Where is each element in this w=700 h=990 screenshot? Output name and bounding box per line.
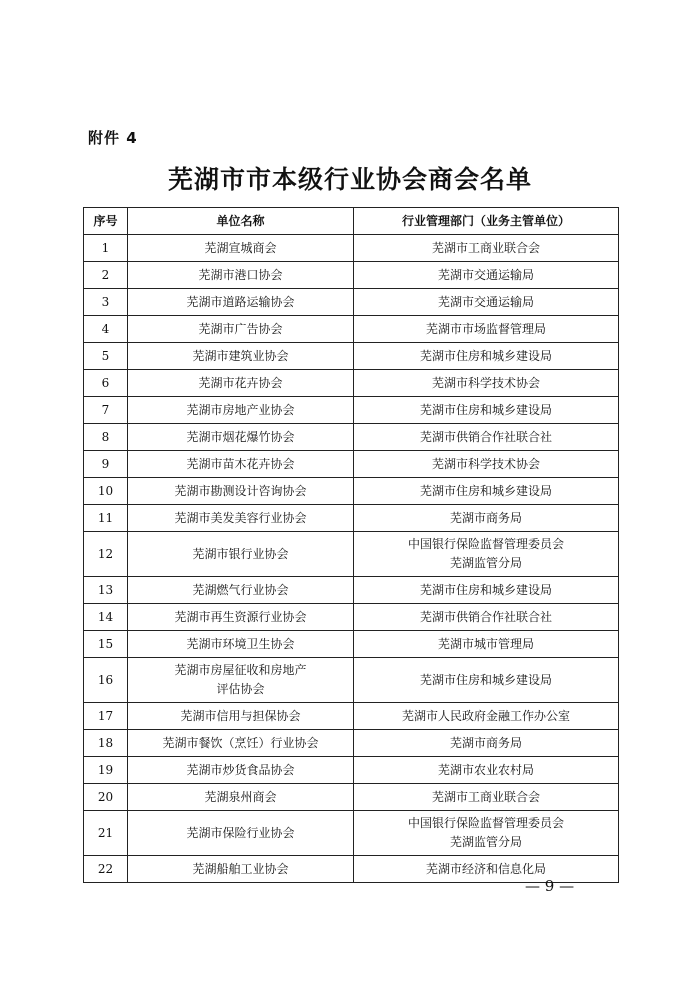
dept-name: 芜湖市交通运输局 xyxy=(437,267,534,282)
unit-name: 芜湖市美发美容行业协会 xyxy=(174,510,307,525)
unit-name: 芜湖船舶工业协会 xyxy=(192,861,289,876)
table-row xyxy=(84,631,619,658)
dept-cell xyxy=(354,730,619,757)
row-number: 22 xyxy=(84,856,128,883)
association-table xyxy=(83,207,619,883)
unit-name-cell xyxy=(128,604,354,631)
table-row xyxy=(84,478,619,505)
row-number: 21 xyxy=(84,811,128,856)
dept-name: 中国银行保险监督管理委员会 xyxy=(407,816,564,830)
dept-cell xyxy=(354,703,619,730)
table-row xyxy=(84,370,619,397)
unit-name-cell xyxy=(128,577,354,604)
header-dept: 行业管理部门（业务主管单位） xyxy=(354,208,619,235)
unit-name-cell xyxy=(128,631,354,658)
unit-name-cell xyxy=(128,811,354,856)
unit-name-cell xyxy=(128,784,354,811)
unit-name: 芜湖市保险行业协会 xyxy=(186,825,295,840)
dept-name-line2: 芜湖监管分局 xyxy=(449,556,522,570)
table-row xyxy=(84,757,619,784)
unit-name: 芜湖市房地产业协会 xyxy=(186,402,295,417)
table-row xyxy=(84,811,619,856)
unit-name: 芜湖市餐饮（烹饪）行业协会 xyxy=(162,735,319,750)
dept-cell xyxy=(354,856,619,883)
row-number: 3 xyxy=(84,289,128,316)
unit-name: 芜湖市烟花爆竹协会 xyxy=(186,429,295,444)
dept-name: 芜湖市科学技术协会 xyxy=(431,456,540,471)
unit-name: 芜湖市苗木花卉协会 xyxy=(186,456,295,471)
row-number: 2 xyxy=(84,262,128,289)
unit-name-cell xyxy=(128,397,354,424)
row-number: 11 xyxy=(84,505,128,532)
unit-name: 芜湖市建筑业协会 xyxy=(192,348,289,363)
unit-name-cell xyxy=(128,658,354,703)
unit-name: 芜湖市环境卫生协会 xyxy=(186,636,295,651)
dept-cell xyxy=(354,532,619,577)
dept-cell xyxy=(354,343,619,370)
table-row xyxy=(84,397,619,424)
table-row xyxy=(84,658,619,703)
unit-name: 芜湖市花卉协会 xyxy=(198,375,283,390)
attachment-label: 附件 4 xyxy=(88,129,138,147)
row-number: 13 xyxy=(84,577,128,604)
unit-name-cell xyxy=(128,235,354,262)
dept-cell xyxy=(354,658,619,703)
header-name: 单位名称 xyxy=(128,208,354,235)
unit-name: 芜湖市勘测设计咨询协会 xyxy=(174,483,307,498)
row-number: 16 xyxy=(84,658,128,703)
dept-cell xyxy=(354,316,619,343)
dept-name: 芜湖市城市管理局 xyxy=(437,636,534,651)
table-row xyxy=(84,289,619,316)
row-number: 20 xyxy=(84,784,128,811)
unit-name-cell xyxy=(128,478,354,505)
dept-cell xyxy=(354,811,619,856)
row-number: 10 xyxy=(84,478,128,505)
dept-name: 芜湖市农业农村局 xyxy=(437,762,534,777)
dept-name: 芜湖市商务局 xyxy=(449,510,522,525)
table-row xyxy=(84,730,619,757)
row-number: 12 xyxy=(84,532,128,577)
dept-name: 芜湖市市场监督管理局 xyxy=(425,321,546,336)
dept-name: 芜湖市住房和城乡建设局 xyxy=(419,483,552,498)
dept-cell xyxy=(354,424,619,451)
dept-cell xyxy=(354,631,619,658)
row-number: 5 xyxy=(84,343,128,370)
unit-name-cell xyxy=(128,703,354,730)
unit-name-cell xyxy=(128,856,354,883)
dept-name: 芜湖市工商业联合会 xyxy=(431,240,540,255)
unit-name-cell xyxy=(128,370,354,397)
unit-name-cell xyxy=(128,730,354,757)
row-number: 15 xyxy=(84,631,128,658)
page-title: 芜湖市市本级行业协会商会名单 xyxy=(167,165,532,194)
unit-name: 芜湖市再生资源行业协会 xyxy=(174,609,307,624)
page-number: — 9 — xyxy=(525,877,575,895)
table-row xyxy=(84,604,619,631)
dept-name: 芜湖市住房和城乡建设局 xyxy=(419,582,552,597)
dept-cell xyxy=(354,289,619,316)
unit-name-cell xyxy=(128,424,354,451)
dept-cell xyxy=(354,235,619,262)
dept-cell xyxy=(354,262,619,289)
row-number: 14 xyxy=(84,604,128,631)
dept-cell xyxy=(354,397,619,424)
table-row xyxy=(84,784,619,811)
unit-name: 芜湖市港口协会 xyxy=(198,267,283,282)
unit-name-cell xyxy=(128,343,354,370)
table-row xyxy=(84,577,619,604)
dept-name: 芜湖市交通运输局 xyxy=(437,294,534,309)
row-number: 6 xyxy=(84,370,128,397)
unit-name: 芜湖市信用与担保协会 xyxy=(180,708,301,723)
unit-name: 芜湖燃气行业协会 xyxy=(192,582,289,597)
row-number: 1 xyxy=(84,235,128,262)
dept-name: 芜湖市商务局 xyxy=(449,735,522,750)
dept-name: 芜湖市供销合作社联合社 xyxy=(419,609,552,624)
unit-name: 芜湖市房屋征收和房地产 xyxy=(174,663,307,677)
dept-name: 芜湖市人民政府金融工作办公室 xyxy=(401,708,570,723)
unit-name: 芜湖市广告协会 xyxy=(198,321,283,336)
unit-name: 芜湖宣城商会 xyxy=(204,240,277,255)
table-row xyxy=(84,235,619,262)
dept-cell xyxy=(354,505,619,532)
dept-cell xyxy=(354,784,619,811)
row-number: 7 xyxy=(84,397,128,424)
dept-name: 芜湖市住房和城乡建设局 xyxy=(419,348,552,363)
dept-name: 中国银行保险监督管理委员会 xyxy=(407,537,564,551)
header-no: 序号 xyxy=(84,208,128,235)
table-row xyxy=(84,316,619,343)
unit-name-cell xyxy=(128,451,354,478)
dept-cell xyxy=(354,478,619,505)
unit-name-cell xyxy=(128,532,354,577)
row-number: 19 xyxy=(84,757,128,784)
unit-name-cell xyxy=(128,757,354,784)
row-number: 9 xyxy=(84,451,128,478)
dept-cell xyxy=(354,370,619,397)
row-number: 18 xyxy=(84,730,128,757)
dept-name: 芜湖市科学技术协会 xyxy=(431,375,540,390)
unit-name: 芜湖市银行业协会 xyxy=(192,546,289,561)
dept-name-line2: 芜湖监管分局 xyxy=(449,835,522,849)
row-number: 17 xyxy=(84,703,128,730)
table-body xyxy=(84,235,619,883)
dept-name: 芜湖市经济和信息化局 xyxy=(425,861,546,876)
unit-name: 芜湖市道路运输协会 xyxy=(186,294,295,309)
table-row xyxy=(84,703,619,730)
unit-name-line2: 评估协会 xyxy=(216,682,265,696)
unit-name: 芜湖市炒货食品协会 xyxy=(186,762,295,777)
dept-name: 芜湖市住房和城乡建设局 xyxy=(419,402,552,417)
unit-name-cell xyxy=(128,505,354,532)
table-row xyxy=(84,424,619,451)
table-header-row xyxy=(84,208,619,235)
table-row xyxy=(84,262,619,289)
row-number: 4 xyxy=(84,316,128,343)
unit-name-cell xyxy=(128,289,354,316)
dept-name: 芜湖市工商业联合会 xyxy=(431,789,540,804)
table-row xyxy=(84,451,619,478)
table-row xyxy=(84,343,619,370)
unit-name: 芜湖泉州商会 xyxy=(204,789,277,804)
dept-cell xyxy=(354,757,619,784)
unit-name-cell xyxy=(128,316,354,343)
dept-cell xyxy=(354,577,619,604)
unit-name-cell xyxy=(128,262,354,289)
dept-cell xyxy=(354,451,619,478)
dept-name: 芜湖市供销合作社联合社 xyxy=(419,429,552,444)
table-row xyxy=(84,532,619,577)
dept-name: 芜湖市住房和城乡建设局 xyxy=(419,672,552,687)
row-number: 8 xyxy=(84,424,128,451)
dept-cell xyxy=(354,604,619,631)
table-row xyxy=(84,505,619,532)
